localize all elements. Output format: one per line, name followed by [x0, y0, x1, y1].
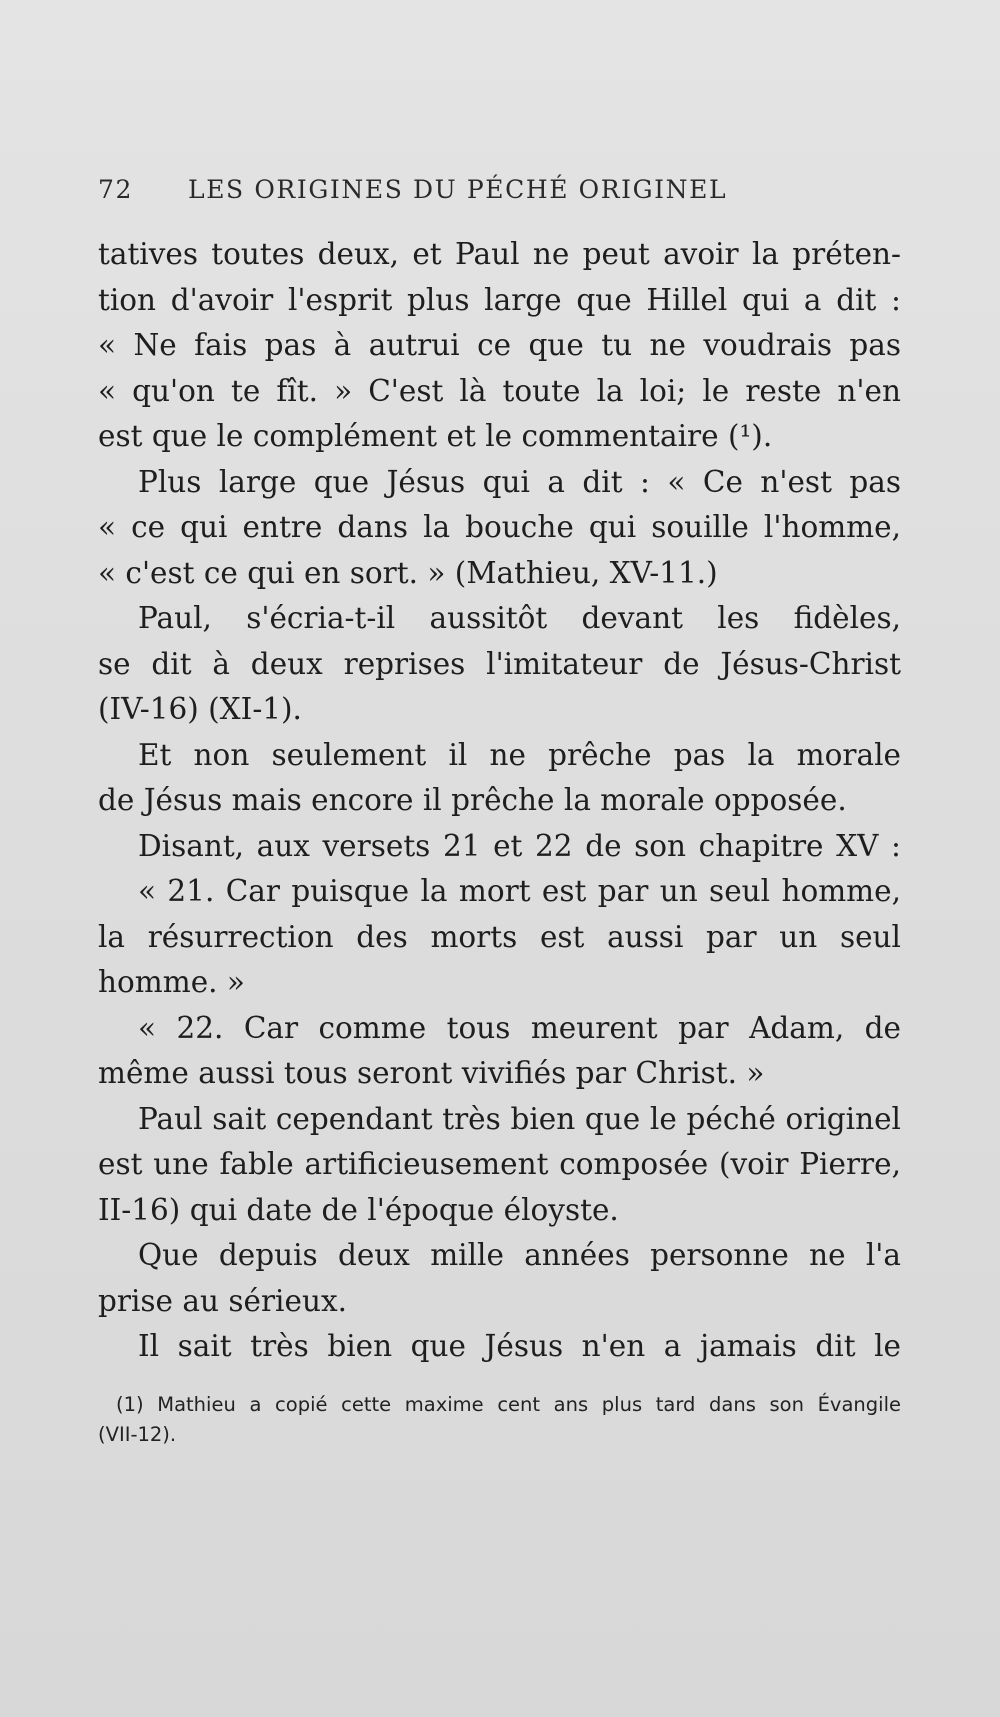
text-line: « c'est ce qui en sort. » (Mathieu, XV-11.) — [98, 555, 718, 590]
text-line: (IV-16) (XI-1). — [98, 692, 302, 726]
text-line: tatives toutes deux, et Paul ne peut avoir la préten- — [98, 237, 901, 271]
running-title: LES ORIGINES DU PÉCHÉ ORIGINEL — [188, 175, 728, 204]
text-line: Plus large que Jésus qui a dit : « Ce n'est pas — [138, 464, 901, 499]
text-line: II-16) qui date de l'époque éloyste. — [98, 1192, 619, 1227]
text-line: « qu'on te fît. » C'est là toute la loi; le reste n'en — [98, 373, 901, 408]
text-line: de Jésus mais encore il prêche la morale opposée. — [98, 783, 847, 817]
text-line: se dit à deux reprises l'imitateur de Jésus-Christ — [98, 646, 901, 681]
text-line: « 21. Car puisque la mort est par un seul homme, — [138, 874, 901, 908]
text-line: la résurrection des morts est aussi par un seul — [98, 919, 901, 954]
page-header — [98, 170, 818, 210]
text-line: Paul sait cependant très bien que le péché originel — [138, 1101, 901, 1136]
text-line: Il sait très bien que Jésus n'en a jamais dit le — [138, 1329, 901, 1363]
footnotes — [98, 1390, 901, 1450]
text-line: prise au sérieux. — [98, 1283, 347, 1318]
text-line: Et non seulement il ne prêche pas la morale — [138, 737, 901, 772]
body-text — [98, 232, 901, 1370]
text-line: « 22. Car comme tous meurent par Adam, de — [138, 1010, 901, 1045]
text-line: Paul, s'écria-t-il aussitôt devant les fidèles, — [138, 601, 901, 635]
page-number: 72 — [98, 175, 134, 204]
footnote-line: (VII-12). — [98, 1423, 177, 1446]
text-line: même aussi tous seront vivifiés par Christ. » — [98, 1056, 765, 1090]
text-line: tion d'avoir l'esprit plus large que Hillel qui a dit : — [98, 282, 901, 317]
text-line: Que depuis deux mille années personne ne l'a — [138, 1238, 901, 1272]
footnote-line: (1) Mathieu a copié cette maxime cent ans plus tard dans son Évangile — [116, 1393, 901, 1416]
text-line: Disant, aux versets 21 et 22 de son chapitre XV : — [138, 828, 901, 863]
text-line: est que le complément et le commentaire (¹). — [98, 419, 773, 453]
text-line: est une fable artificieusement composée (voir Pierre, — [98, 1147, 901, 1181]
text-line: homme. » — [98, 965, 245, 999]
text-line: « Ne fais pas à autrui ce que tu ne voudrais pas — [98, 328, 901, 362]
text-line: « ce qui entre dans la bouche qui souille l'homme, — [98, 510, 901, 544]
